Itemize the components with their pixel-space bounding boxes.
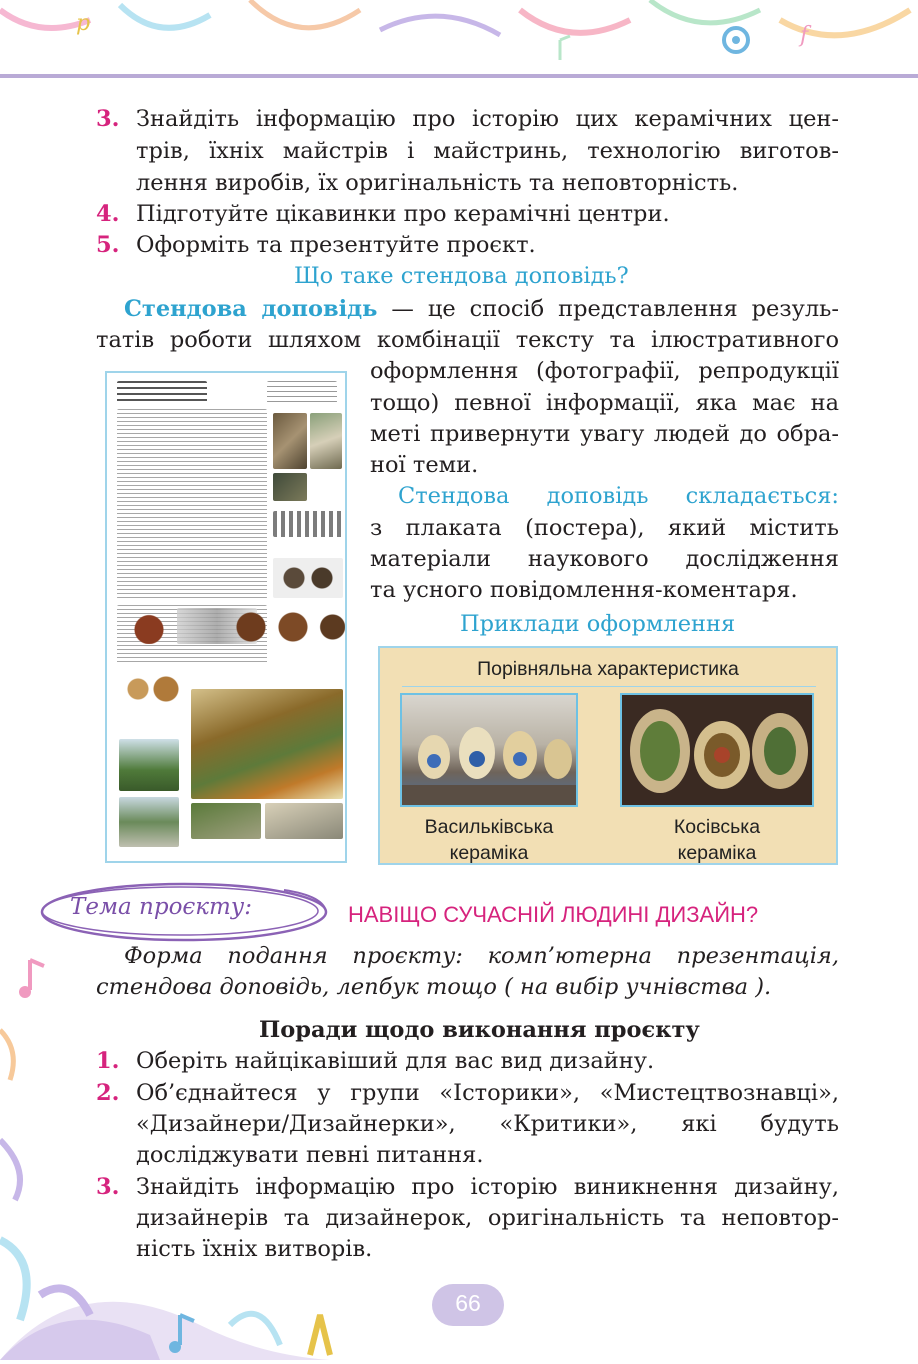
stend-right-line-1: оформлення (фотографії, репродукції <box>370 358 839 384</box>
poster-photo-river <box>119 797 179 847</box>
kosiv-caption-2: кераміка <box>677 842 757 864</box>
tip-2-number: 2. <box>96 1080 120 1106</box>
vasylkiv-caption-2: кераміка <box>449 842 529 864</box>
stend-consists-line-1: з плаката (постера), який містить <box>370 515 839 541</box>
poster-landscape-photo <box>191 689 343 799</box>
poster-symbols <box>273 511 343 537</box>
poster-photo-3 <box>273 473 307 501</box>
tip-2-line-1: Об’єднайтеся у групи «Історики», «Мистецтвознавці», <box>136 1080 839 1106</box>
item-5-text: Оформіть та презентуйте проєкт. <box>136 232 536 258</box>
tip-1-text: Оберіть найцікавіший для вас вид дизайну. <box>136 1048 655 1074</box>
tips-heading: Поради щодо виконання проєкту <box>259 1017 700 1043</box>
poster-vessels <box>117 669 187 709</box>
tip-3-line-3: ність їхніх витворів. <box>136 1236 373 1262</box>
tip-3-line-2: дизайнерів та дизайнерок, оригінальність та неповтор- <box>136 1205 839 1231</box>
tip-1-number: 1. <box>96 1048 120 1074</box>
item-5-number: 5. <box>96 232 120 258</box>
page-number: 66 <box>455 1290 481 1316</box>
comparison-box <box>378 646 838 865</box>
item-3-line-2: трів, їхніх майстрів і майстринь, технологію виготов- <box>136 138 839 164</box>
poster-pots-1 <box>273 558 343 598</box>
stend-line-2: татів роботи шляхом комбінації тексту та ілюстративного <box>96 327 839 353</box>
stend-heading: Що таке стендова доповідь? <box>294 263 629 289</box>
svg-text:f: f <box>800 23 809 48</box>
poster-pot-2 <box>119 608 179 644</box>
project-form-line-1: Форма подання проєкту: комп’ютерна презентація, <box>124 943 839 969</box>
stend-right-line-2: тощо) певної інформації, яка має на <box>370 390 839 416</box>
tip-2-line-3: досліджувати певні питання. <box>136 1142 484 1168</box>
poster-title-block <box>117 381 207 403</box>
poster-text-block <box>117 409 267 599</box>
stend-consists-line-3: та усного повідомлення-коментаря. <box>370 577 798 603</box>
header-decoration <box>0 0 918 80</box>
poster-photo-2 <box>310 413 342 469</box>
svg-text:p: p <box>76 11 91 36</box>
header-ornament-svg <box>0 0 918 80</box>
item-3-line-3: лення виробів, їх оригінальність та неповторність. <box>136 170 739 196</box>
jugs-drawing <box>402 695 576 805</box>
item-3-line-1: Знайдіть інформацію про історію цих керамічних цен- <box>136 106 839 132</box>
kosiv-caption-1: Косівська <box>673 816 761 838</box>
plates-drawing <box>622 695 812 805</box>
poster-illustration <box>105 371 347 863</box>
comparison-title: Порівняльна характеристика <box>477 658 739 680</box>
examples-heading: Приклади оформлення <box>460 611 736 637</box>
project-form-line-2: стендова доповідь, лепбук тощо ( на вибір учнівства ). <box>96 974 772 1000</box>
kosiv-ceramics-photo <box>620 693 814 807</box>
poster-photo-field <box>191 803 261 839</box>
vasylkiv-caption-1: Васильківська <box>424 816 554 838</box>
project-theme-badge <box>34 876 332 946</box>
stend-consists-label: Стендова доповідь складається: <box>398 483 839 509</box>
poster-pots-3 <box>227 605 347 645</box>
item-4-number: 4. <box>96 201 120 227</box>
tip-3-number: 3. <box>96 1174 120 1200</box>
poster-photo-1 <box>273 413 307 469</box>
poster-photo-forest <box>119 739 179 791</box>
poster-photo-ruins <box>265 803 343 839</box>
vasylkiv-ceramics-photo <box>400 693 578 807</box>
stend-right-line-4: ної теми. <box>370 452 479 478</box>
page-number-badge <box>432 1284 504 1326</box>
tip-3-line-1: Знайдіть інформацію про історію виникнення дизайну, <box>136 1174 839 1200</box>
item-3-number: 3. <box>96 106 120 132</box>
stend-line-1 <box>124 294 839 325</box>
poster-subtitle-block <box>267 381 337 403</box>
stend-right-line-3: меті привернути увагу людей до обра- <box>370 421 839 447</box>
project-title: НАВІЩО СУЧАСНІЙ ЛЮДИНІ ДИЗАЙН? <box>348 902 759 927</box>
comparison-divider <box>402 686 816 687</box>
stend-term: Стендова доповідь <box>124 296 378 322</box>
tip-2-line-2: «Дизайнери/Дизайнерки», «Критики», які будуть <box>136 1111 839 1137</box>
item-4-text: Підготуйте цікавинки про керамічні центри. <box>136 201 670 227</box>
stend-line-1-rest: — це спосіб представлення резуль- <box>377 296 839 322</box>
stend-consists-line-2: матеріали наукового дослідження <box>370 546 839 572</box>
project-theme-label: Тема проєкту: <box>70 894 252 920</box>
